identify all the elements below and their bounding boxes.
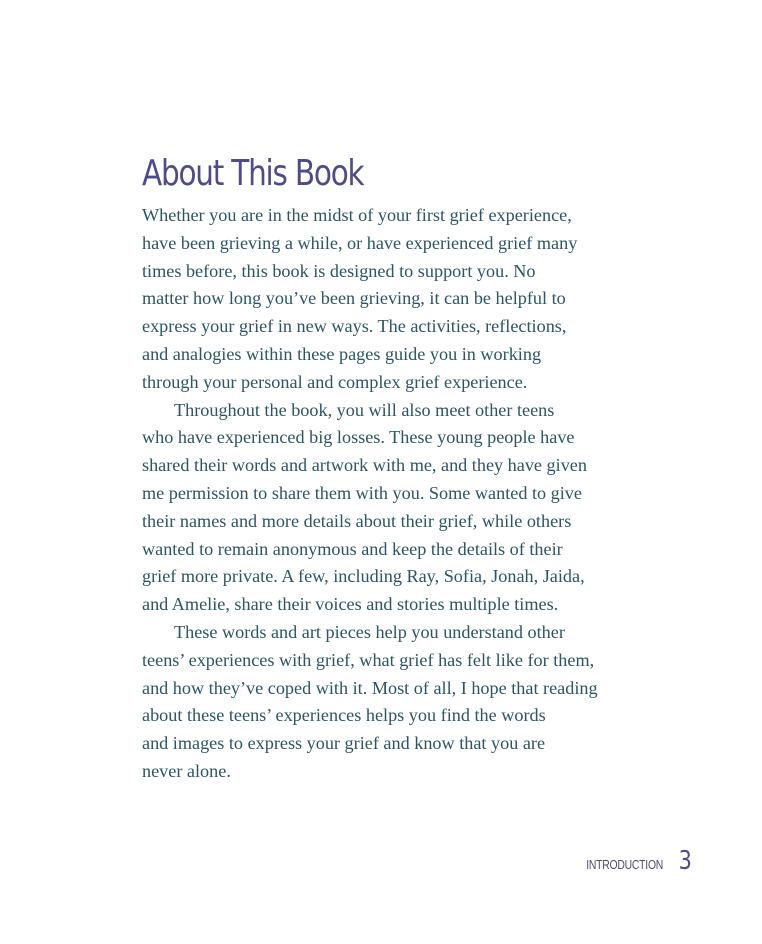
text-line: Throughout the book, you will also meet other teens	[174, 399, 555, 420]
text-line: Whether you are in the midst of your first grief experience,	[142, 205, 572, 225]
text-line: These words and art pieces help you understand other	[174, 621, 565, 642]
paragraph-2	[142, 397, 642, 619]
text-line: their names and more details about their grief, while others	[142, 510, 572, 531]
body-text	[142, 202, 642, 786]
text-line: wanted to remain anonymous and keep the details of their	[142, 538, 563, 559]
text-line: never alone.	[142, 760, 231, 781]
text-line: me permission to share them with you. Some wanted to give	[142, 482, 582, 503]
text-line: shared their words and artwork with me, and they have given	[142, 455, 587, 476]
text-line: who have experienced big losses. These young people have	[142, 427, 575, 448]
text-line: and analogies within these pages guide you in working	[142, 343, 542, 364]
section-label: INTRODUCTION	[586, 857, 664, 872]
page-title: About This Book	[142, 153, 364, 194]
text-line: through your personal and complex grief experience.	[142, 371, 528, 392]
text-line: times before, this book is designed to support you. No	[142, 260, 536, 281]
text-line: express your grief in new ways. The activities, reflections,	[142, 316, 567, 337]
text-line: grief more private. A few, including Ray, Sofia, Jonah, Jaida,	[142, 566, 585, 587]
text-line: and images to express your grief and know that you are	[142, 733, 546, 754]
page-number: 3	[679, 846, 693, 876]
paragraph-1	[142, 202, 642, 397]
text-line: about these teens’ experiences helps you find the words	[142, 705, 546, 726]
text-line: have been grieving a while, or have experienced grief many	[142, 232, 578, 253]
paragraph-3	[142, 619, 642, 786]
text-line: and Amelie, share their voices and stories multiple times.	[142, 594, 559, 615]
text-line: matter how long you’ve been grieving, it can be helpful to	[142, 288, 566, 309]
page-footer	[567, 846, 694, 876]
text-line: and how they’ve coped with it. Most of all, I hope that reading	[142, 677, 598, 698]
text-line: teens’ experiences with grief, what grief has felt like for them,	[142, 649, 595, 670]
